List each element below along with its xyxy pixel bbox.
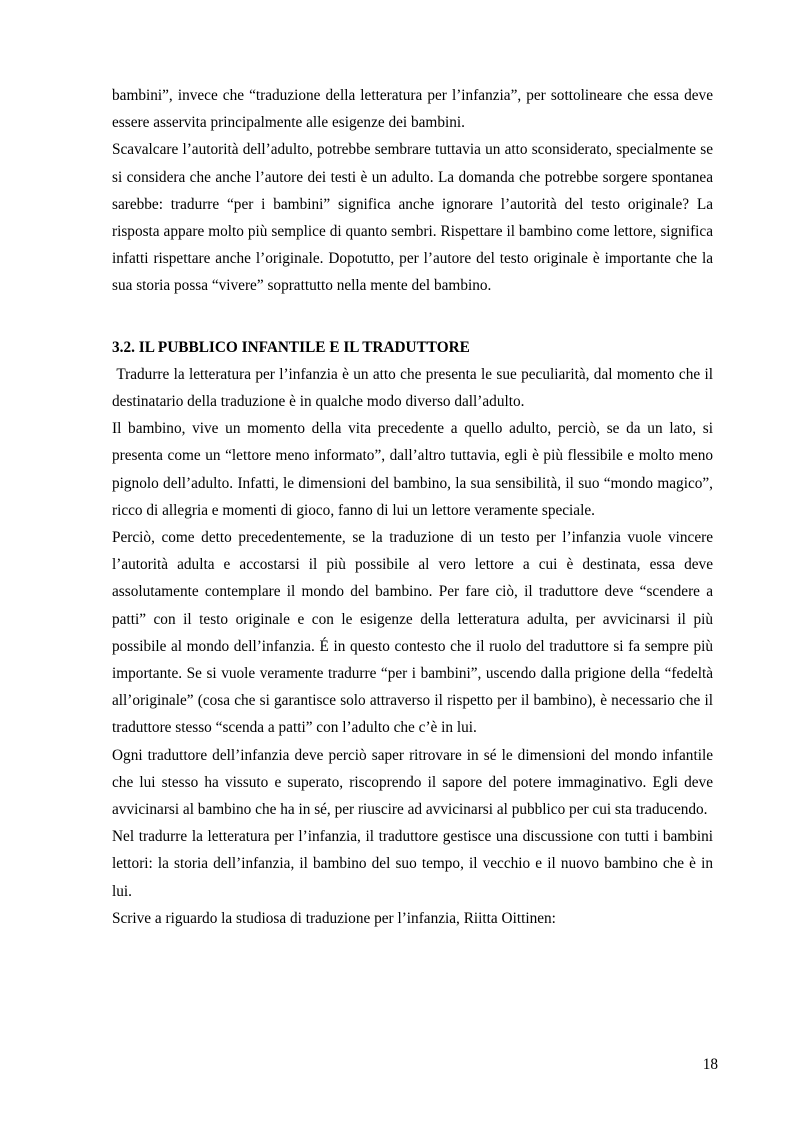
page-body [112, 82, 717, 932]
paragraph: bambini”, invece che “traduzione della letteratura per l’infanzia”, per sottolineare che essa deve essere asservita principalmente alle esigenze dei bambini. [112, 87, 713, 132]
paragraph: Perciò, come detto precedentemente, se la traduzione di un testo per l’infanzia vuole vincere l’autorità adulta e accostarsi il più possibile al vero lettore a cui è destinata, essa deve assolutamente contemplare il mondo del bambino. Per fare ciò, il traduttore deve “scendere a patti” con il testo originale e con le esigenze della letteratura adulta, per avvicinarsi il più possibile al mondo dell’infanzia. É in questo contesto che il ruolo del traduttore si fa sempre più importante. Se si vuole veramente tradurre “per i bambini”, uscendo dalla prigione della “fedeltà all’originale” (cosa che si garantisce solo attraverso il rispetto per il bambino), è necessario che il traduttore stesso “scenda a patti” con l’adulto che c’è in lui. [112, 529, 713, 737]
page-number: 18 [702, 1056, 718, 1073]
paragraph: Scavalcare l’autorità dell’adulto, potrebbe sembrare tuttavia un atto sconsiderato, specialmente se si considera che anche l’autore dei testi è un adulto. La domanda che potrebbe sorgere spontanea sarebbe: tradurre “per i bambini” significa anche ignorare l’autorità del testo originale? La risposta appare molto più semplice di quanto sembri. Rispettare il bambino come lettore, significa infatti rispettare anche l’originale. Dopotutto, per l’autore del testo originale è importante che la sua storia possa “vivere” soprattutto nella mente del bambino. [112, 141, 713, 295]
paragraph: Ogni traduttore dell’infanzia deve perciò saper ritrovare in sé le dimensioni del mondo infantile che lui stesso ha vissuto e superato, riscoprendo il sapore del potere immaginativo. Egli deve avvicinarsi al bambino che ha in sé, per riuscire ad avvicinarsi al pubblico per cui sta traducendo. [112, 746, 713, 819]
section-heading: 3.2. IL PUBBLICO INFANTILE E IL TRADUTTORE [112, 338, 470, 356]
paragraph: Nel tradurre la letteratura per l’infanzia, il traduttore gestisce una discussione con tutti i bambini lettori: la storia dell’infanzia, il bambino del suo tempo, il vecchio e il nuovo bambino che è in lui. [112, 828, 713, 900]
paragraph: Il bambino, vive un momento della vita precedente a quello adulto, perciò, se da un lato, si presenta come un “lettore meno informato”, dall’altro tuttavia, egli è più flessibile e molto meno pignolo dell’adulto. Infatti, le dimensioni del bambino, la sua sensibilità, il suo “mondo magico”, ricco di allegria e momenti di gioco, fanno di lui un lettore veramente speciale. [112, 420, 713, 519]
paragraph: Scrive a riguardo la studiosa di traduzione per l’infanzia, Riitta Oittinen: [112, 909, 556, 927]
paragraph: Tradurre la letteratura per l’infanzia è un atto che presenta le sue peculiarità, dal momento che il destinatario della traduzione è in qualche modo diverso dall’adulto. [112, 365, 717, 411]
